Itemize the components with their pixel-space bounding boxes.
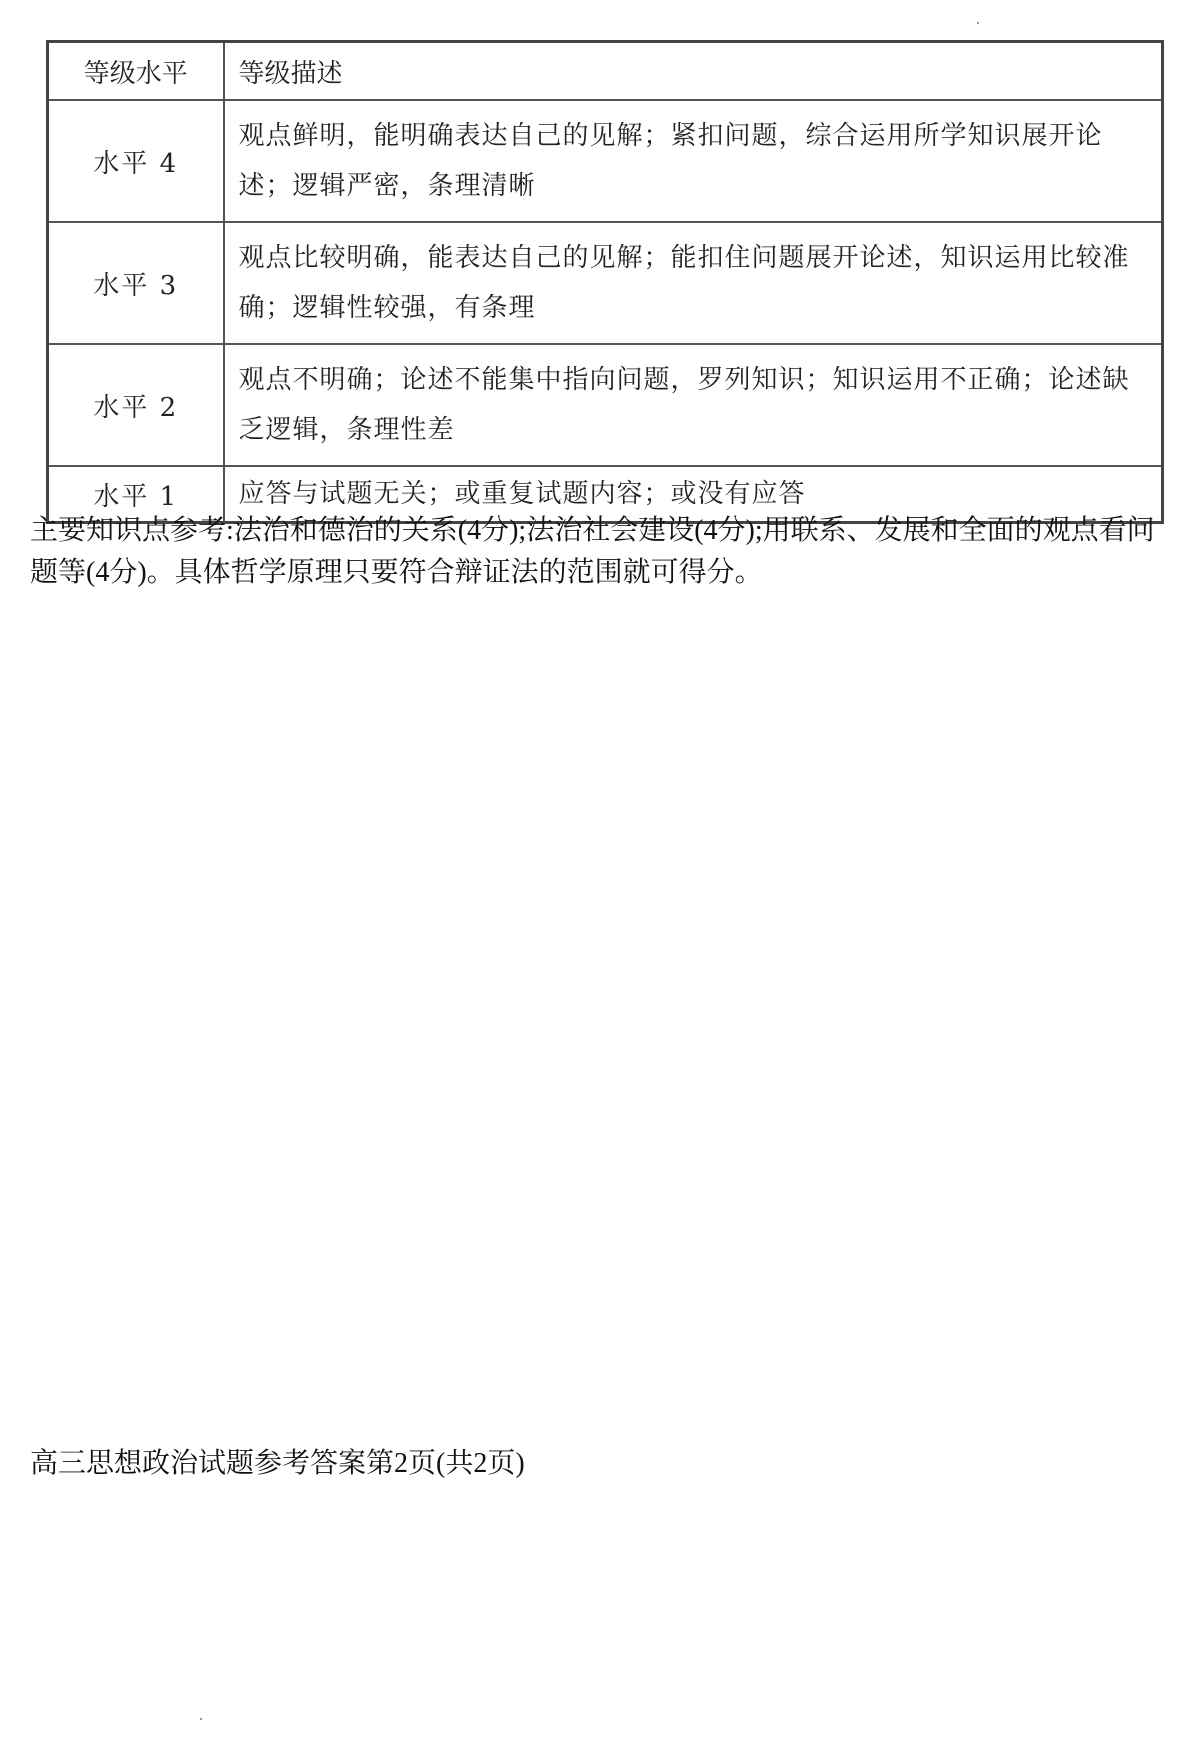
scan-speck [977, 22, 979, 24]
level-cell: 水平 3 [48, 222, 224, 344]
level-cell: 水平 4 [48, 100, 224, 222]
level-cell: 水平 2 [48, 344, 224, 466]
header-level: 等级水平 [48, 42, 224, 101]
level-cell: 水平 1 [48, 466, 224, 523]
description-cell: 观点鲜明，能明确表达自己的见解；紧扣问题，综合运用所学知识展开论述；逻辑严密，条理清晰 [224, 100, 1163, 222]
table-row [48, 222, 1163, 344]
description-cell: 应答与试题无关；或重复试题内容；或没有应答 [224, 466, 1163, 523]
table-row [48, 100, 1163, 222]
header-description: 等级描述 [224, 42, 1163, 101]
table-row [48, 344, 1163, 466]
rubric-table [46, 40, 1164, 524]
knowledge-points-note: 主要知识点参考:法治和德治的关系(4分);法治社会建设(4分);用联系、发展和全面的观点看问题等(4分)。具体哲学原理只要符合辩证法的范围就可得分。 [30, 515, 1155, 588]
scan-speck [200, 1718, 202, 1720]
description-cell: 观点不明确；论述不能集中指向问题，罗列知识；知识运用不正确；论述缺乏逻辑，条理性差 [224, 344, 1163, 466]
description-cell: 观点比较明确，能表达自己的见解；能扣住问题展开论述，知识运用比较准确；逻辑性较强，有条理 [224, 222, 1163, 344]
table-header-row [48, 42, 1163, 101]
page-footer: 高三思想政治试题参考答案第2页(共2页) [30, 1448, 525, 1479]
